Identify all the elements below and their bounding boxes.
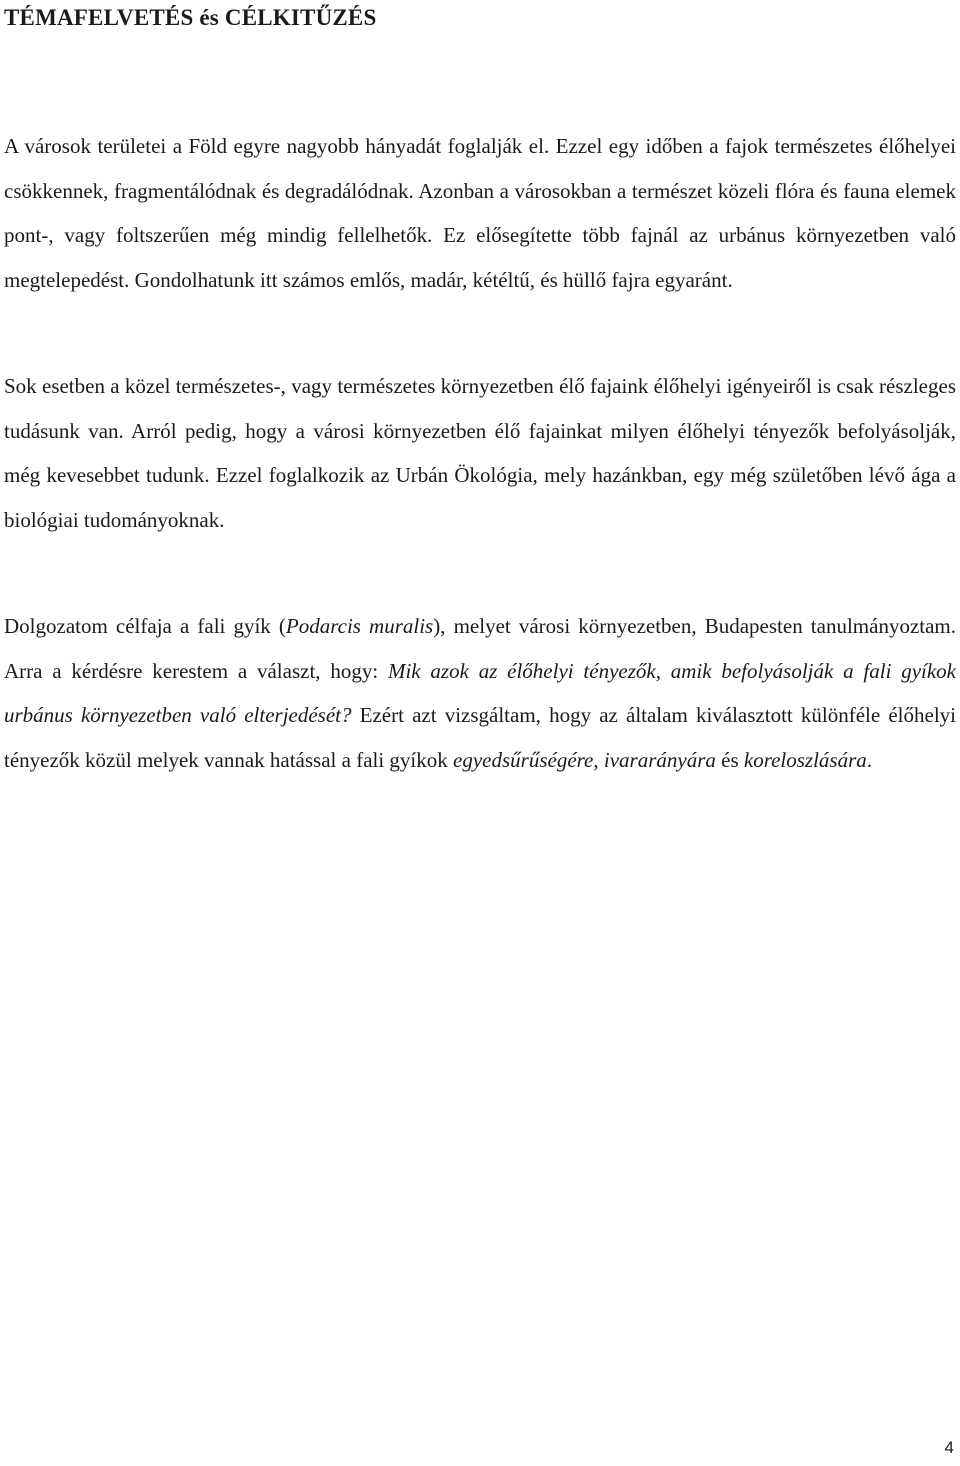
term-age-distribution: koreloszlására: [743, 747, 867, 772]
text-segment: Dolgozatom célfaja a fali gyík (: [4, 614, 286, 638]
section-heading: TÉMAFELVETÉS és CÉLKITŰZÉS: [4, 5, 377, 30]
text-segment: .: [866, 747, 873, 772]
text-segment: Ezért azt vizsgáltam, hogy az általam kiválasztott különféle élőhelyi tényezők közül melyek vannak hatással a fali gyíkok: [4, 703, 956, 772]
paragraph-intro: A városok területei a Föld egyre nagyobb hányadát foglalják el. Ezzel egy időben a fajok természetes élőhelyei csökkennek, fragmentálódnak és degradálódnak. Azonban a városokban a természet közeli flóra és fauna elemek pont-, vagy foltszerűen még mindig fellelhetők. Ez elősegítette több fajnál az urbánus környezetben való megtelepedést. Gondolhatunk itt számos emlős, madár, kétéltű, és hüllő fajra egyaránt.: [4, 134, 956, 292]
paragraph-study-aim: [4, 604, 956, 782]
term-sex-ratio: ivararányára: [603, 747, 716, 772]
text-segment: ,: [593, 747, 604, 772]
text-segment: ), melyet városi környezetben, Budapesten tanulmányoztam. Arra a kérdésre kerestem a választ, hogy:: [4, 614, 957, 683]
research-question: Mik azok az élőhelyi tényezők, amik befolyásolják a fali gyíkok urbánus környezetben való elterjedését?: [4, 658, 957, 727]
term-density: egyedsűrűségére: [453, 747, 594, 772]
paragraph-knowledge-gap: Sok esetben a közel természetes-, vagy természetes környezetben élő fajaink élőhelyi igényeiről is csak részleges tudásunk van. Arról pedig, hogy a városi környezetben élő fajainkat milyen élőhelyi tényezők befolyásolják, még kevesebbet tudunk. Ezzel foglalkozik az Urbán Ökológia, mely hazánkban, egy még születőben lévő ága a biológiai tudományoknak.: [4, 374, 956, 532]
text-segment: és: [715, 747, 744, 772]
species-name: Podarcis muralis: [285, 614, 434, 638]
page-number: 4: [944, 1438, 954, 1457]
